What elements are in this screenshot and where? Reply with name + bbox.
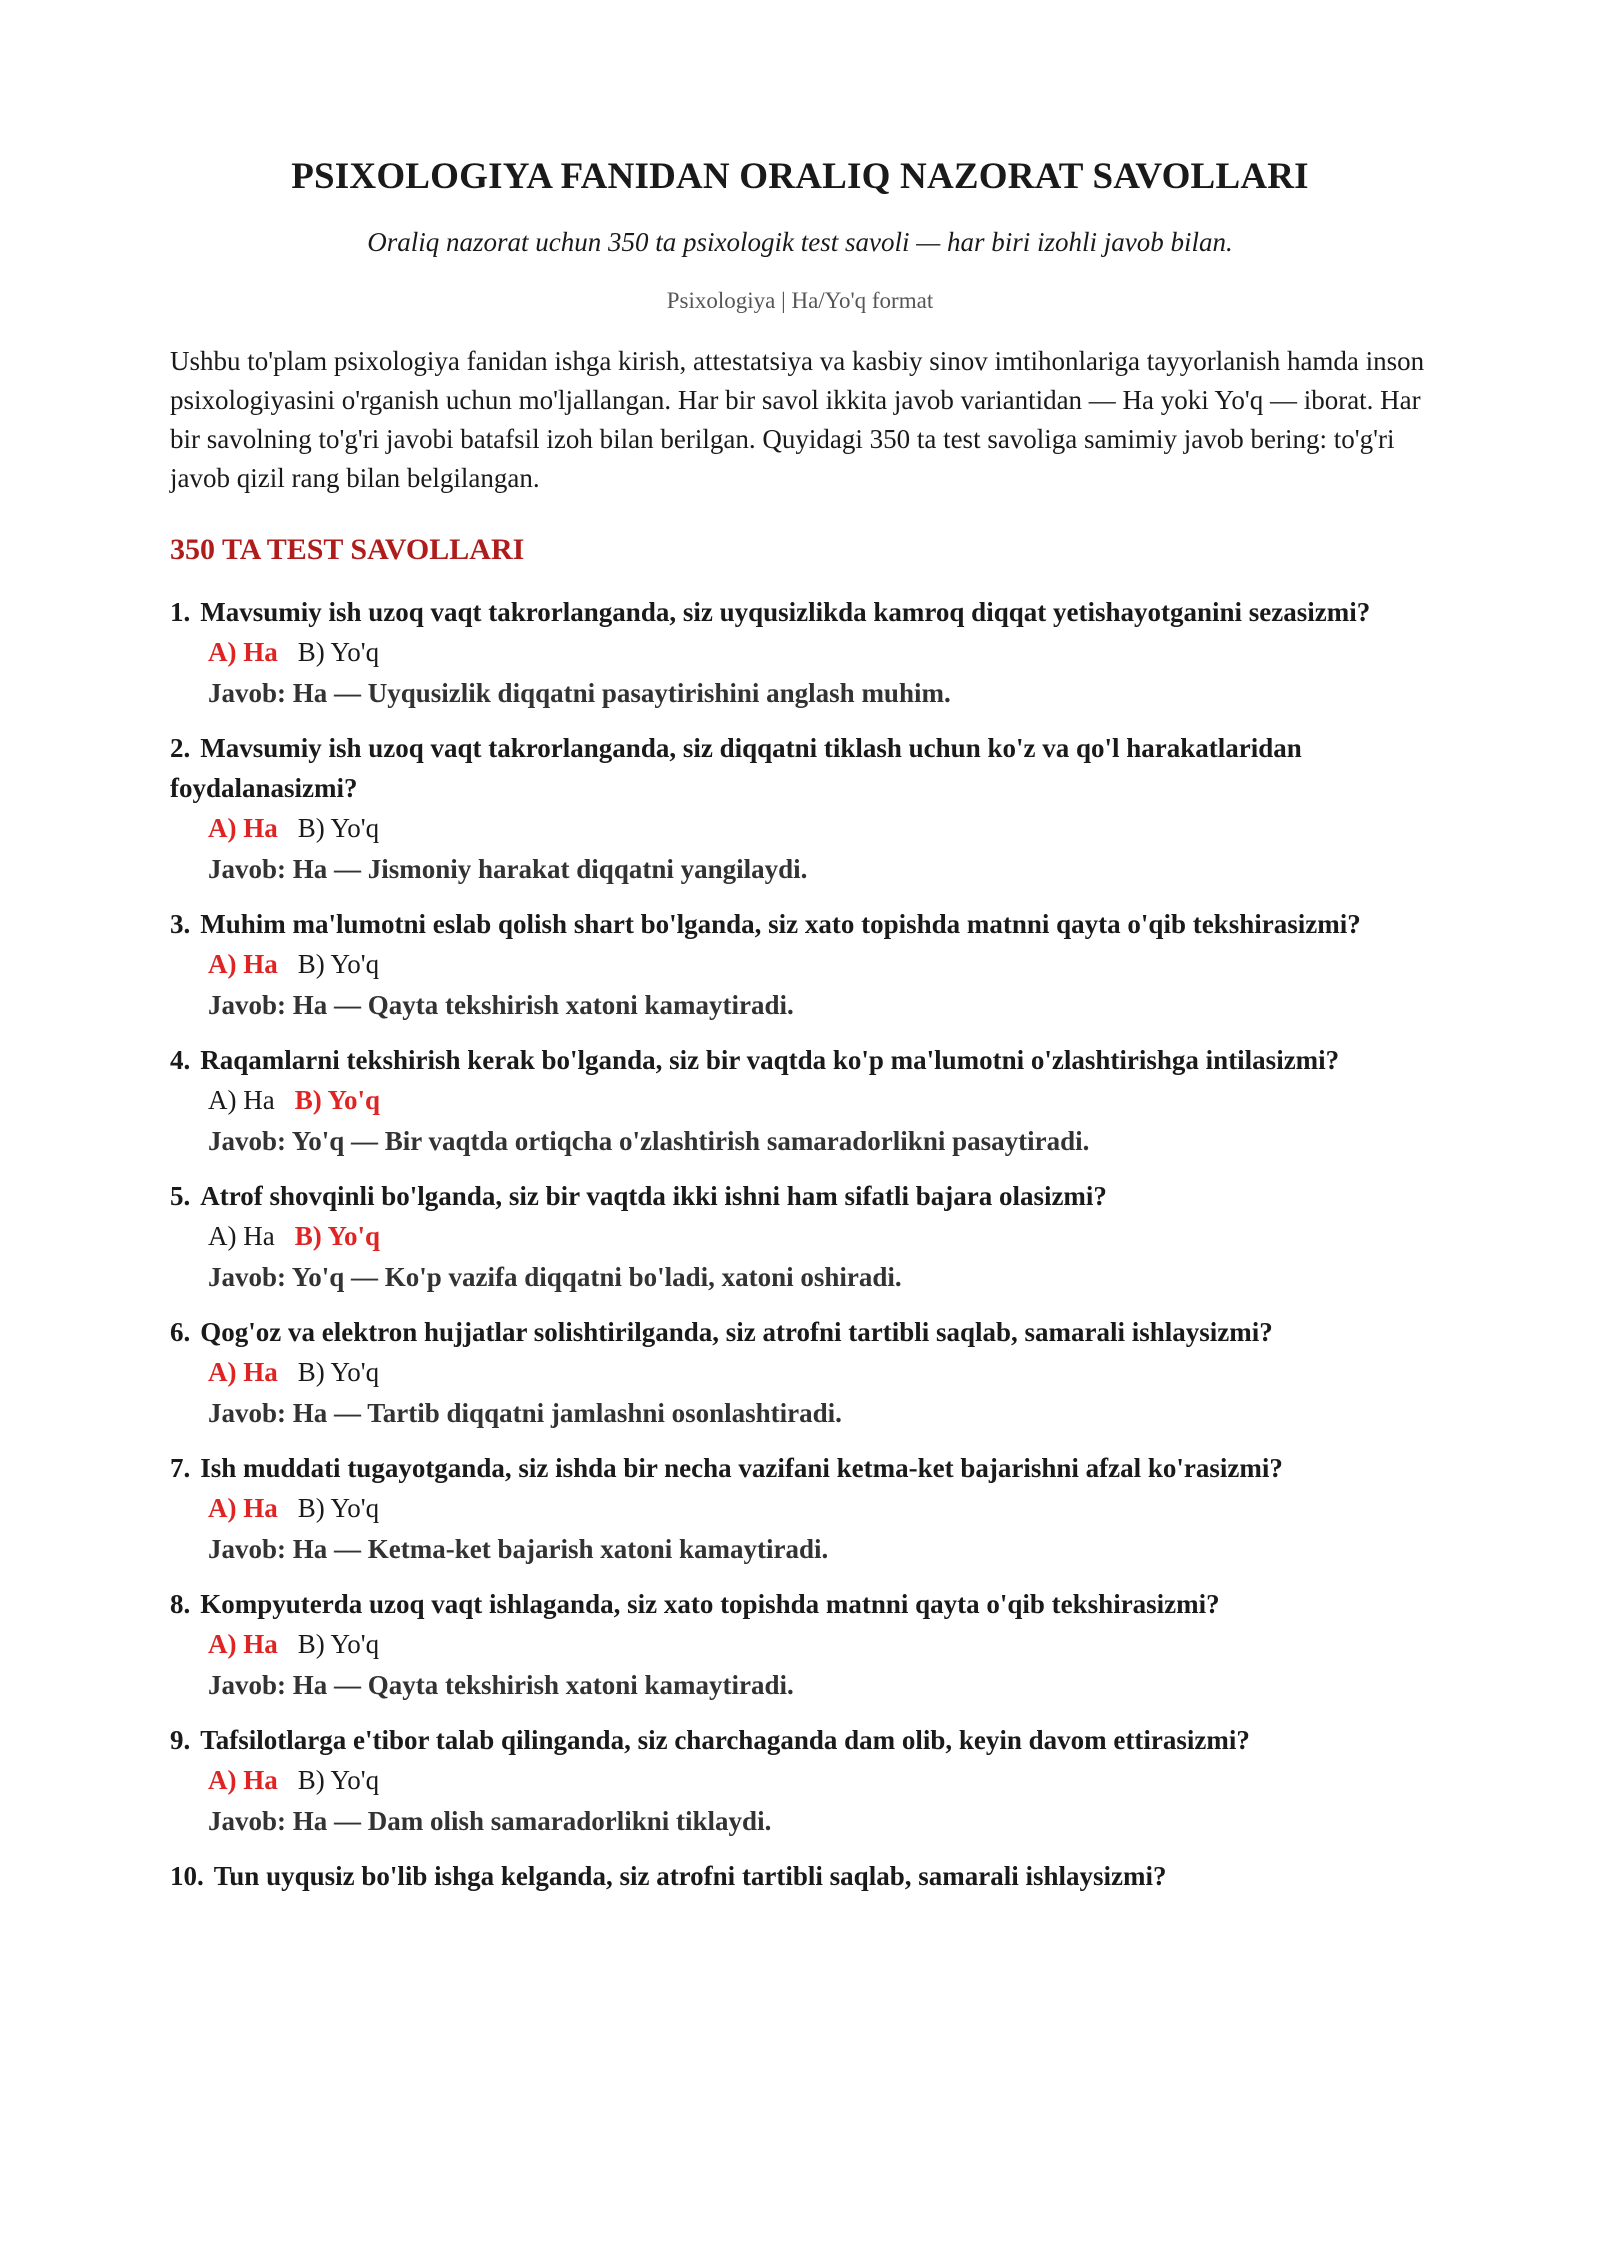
question-item (170, 904, 1430, 1026)
question-text (170, 1856, 1430, 1896)
question-text (170, 904, 1430, 944)
question-item (170, 1312, 1430, 1434)
page-subtitle: Oraliq nazorat uchun 350 ta psixologik test savoli — har biri izohli javob bilan. (367, 227, 1233, 257)
answer-options (170, 632, 1430, 673)
question-text (170, 1584, 1430, 1624)
option-a: A) Ha (208, 1221, 275, 1251)
question-item (170, 1720, 1430, 1842)
answer-explanation: Javob: Ha — Jismoniy harakat diqqatni yangilaydi. (208, 854, 808, 884)
question-text (170, 1720, 1430, 1760)
option-b: B) Yo'q (297, 1629, 380, 1659)
answer-explanation: Javob: Yo'q — Ko'p vazifa diqqatni bo'ladi, xatoni oshiradi. (208, 1262, 902, 1292)
question-number: 1. (170, 597, 191, 627)
question-number: 3. (170, 909, 191, 939)
answer-explanation: Javob: Ha — Qayta tekshirish xatoni kamaytiradi. (208, 1670, 794, 1700)
answer-options (170, 1216, 1430, 1257)
question-item (170, 592, 1430, 714)
answer-explanation: Javob: Yo'q — Bir vaqtda ortiqcha o'zlashtirish samaradorlikni pasaytiradi. (208, 1126, 1090, 1156)
question-number: 7. (170, 1453, 191, 1483)
answer-options (170, 1080, 1430, 1121)
question-number: 8. (170, 1589, 191, 1619)
option-a: A) Ha (208, 1085, 275, 1115)
answer-explanation: Javob: Ha — Dam olish samaradorlikni tiklaydi. (208, 1806, 772, 1836)
question-item (170, 1448, 1430, 1570)
question-text (170, 1040, 1430, 1080)
question-body: Tafsilotlarga e'tibor talab qilinganda, siz charchaganda dam olib, keyin davom ettirasizmi? (200, 1725, 1250, 1755)
option-b: B) Yo'q (294, 1221, 381, 1251)
option-b: B) Yo'q (294, 1085, 381, 1115)
page-meta: Psixologiya | Ha/Yo'q format (666, 288, 934, 313)
answer-options (170, 1352, 1430, 1393)
answer-options (170, 1760, 1430, 1801)
question-text (170, 1448, 1430, 1488)
question-body: Atrof shovqinli bo'lganda, siz bir vaqtda ikki ishni ham sifatli bajara olasizmi? (200, 1181, 1107, 1211)
option-b: B) Yo'q (297, 637, 380, 667)
question-body: Kompyuterda uzoq vaqt ishlaganda, siz xato topishda matnni qayta o'qib tekshirasizmi? (200, 1589, 1220, 1619)
option-b: B) Yo'q (297, 813, 380, 843)
option-b: B) Yo'q (297, 1357, 380, 1387)
option-a: A) Ha (208, 949, 278, 979)
question-body: Muhim ma'lumotni eslab qolish shart bo'lganda, siz xato topishda matnni qayta o'qib tekshirasizmi? (200, 909, 1361, 939)
question-item (170, 1040, 1430, 1162)
question-number: 10. (170, 1861, 204, 1891)
option-a: A) Ha (208, 1765, 278, 1795)
option-a: A) Ha (208, 813, 278, 843)
question-number: 6. (170, 1317, 191, 1347)
option-b: B) Yo'q (297, 1493, 380, 1523)
option-a: A) Ha (208, 1629, 278, 1659)
question-item (170, 1584, 1430, 1706)
answer-options (170, 808, 1430, 849)
question-number: 2. (170, 733, 191, 763)
page-title: PSIXOLOGIYA FANIDAN ORALIQ NAZORAT SAVOLLARI (291, 156, 1309, 197)
question-body: Tun uyqusiz bo'lib ishga kelganda, siz atrofni tartibli saqlab, samarali ishlaysizmi? (213, 1861, 1167, 1891)
question-body: Mavsumiy ish uzoq vaqt takrorlanganda, siz uyqusizlikda kamroq diqqat yetishayotganini sezasizmi? (200, 597, 1371, 627)
question-text (170, 1312, 1430, 1352)
option-a: A) Ha (208, 1493, 278, 1523)
question-list (170, 592, 1430, 1896)
option-b: B) Yo'q (297, 949, 380, 979)
option-a: A) Ha (208, 1357, 278, 1387)
question-text (170, 1176, 1430, 1216)
question-body: Mavsumiy ish uzoq vaqt takrorlanganda, siz diqqatni tiklash uchun ko'z va qo'l harakatlaridan foydalanasizmi? (170, 733, 1302, 803)
question-item (170, 728, 1430, 890)
question-text (170, 592, 1430, 632)
question-number: 5. (170, 1181, 191, 1211)
answer-options (170, 1488, 1430, 1529)
answer-options (170, 944, 1430, 985)
question-body: Qog'oz va elektron hujjatlar solishtirilganda, siz atrofni tartibli saqlab, samarali ishlaysizmi? (200, 1317, 1273, 1347)
answer-explanation: Javob: Ha — Tartib diqqatni jamlashni osonlashtiradi. (208, 1398, 842, 1428)
question-number: 4. (170, 1045, 191, 1075)
intro-paragraph: Ushbu to'plam psixologiya fanidan ishga kirish, attestatsiya va kasbiy sinov imtihonlariga tayyorlanish hamda inson psixologiyasini o'rganish uchun mo'ljallangan. Har bir savol ikkita javob variantidan — Ha yoki Yo'q — iborat. Har bir savolning to'g'ri javobi batafsil izoh bilan berilgan. Quyidagi 350 ta test savoliga samimiy javob bering: to'g'ri javob qizil rang bilan belgilangan. (170, 346, 1425, 493)
question-body: Ish muddati tugayotganda, siz ishda bir necha vazifani ketma-ket bajarishni afzal ko'rasizmi? (200, 1453, 1283, 1483)
option-b: B) Yo'q (297, 1765, 380, 1795)
answer-explanation: Javob: Ha — Qayta tekshirish xatoni kamaytiradi. (208, 990, 794, 1020)
answer-explanation: Javob: Ha — Ketma-ket bajarish xatoni kamaytiradi. (208, 1534, 829, 1564)
question-item (170, 1856, 1430, 1896)
section-heading: 350 TA TEST SAVOLLARI (170, 533, 525, 566)
question-item (170, 1176, 1430, 1298)
answer-options (170, 1624, 1430, 1665)
answer-explanation: Javob: Ha — Uyqusizlik diqqatni pasaytirishini anglash muhim. (208, 678, 951, 708)
question-body: Raqamlarni tekshirish kerak bo'lganda, siz bir vaqtda ko'p ma'lumotni o'zlashtirishga intilasizmi? (200, 1045, 1340, 1075)
question-number: 9. (170, 1725, 191, 1755)
option-a: A) Ha (208, 637, 278, 667)
question-text (170, 728, 1430, 808)
